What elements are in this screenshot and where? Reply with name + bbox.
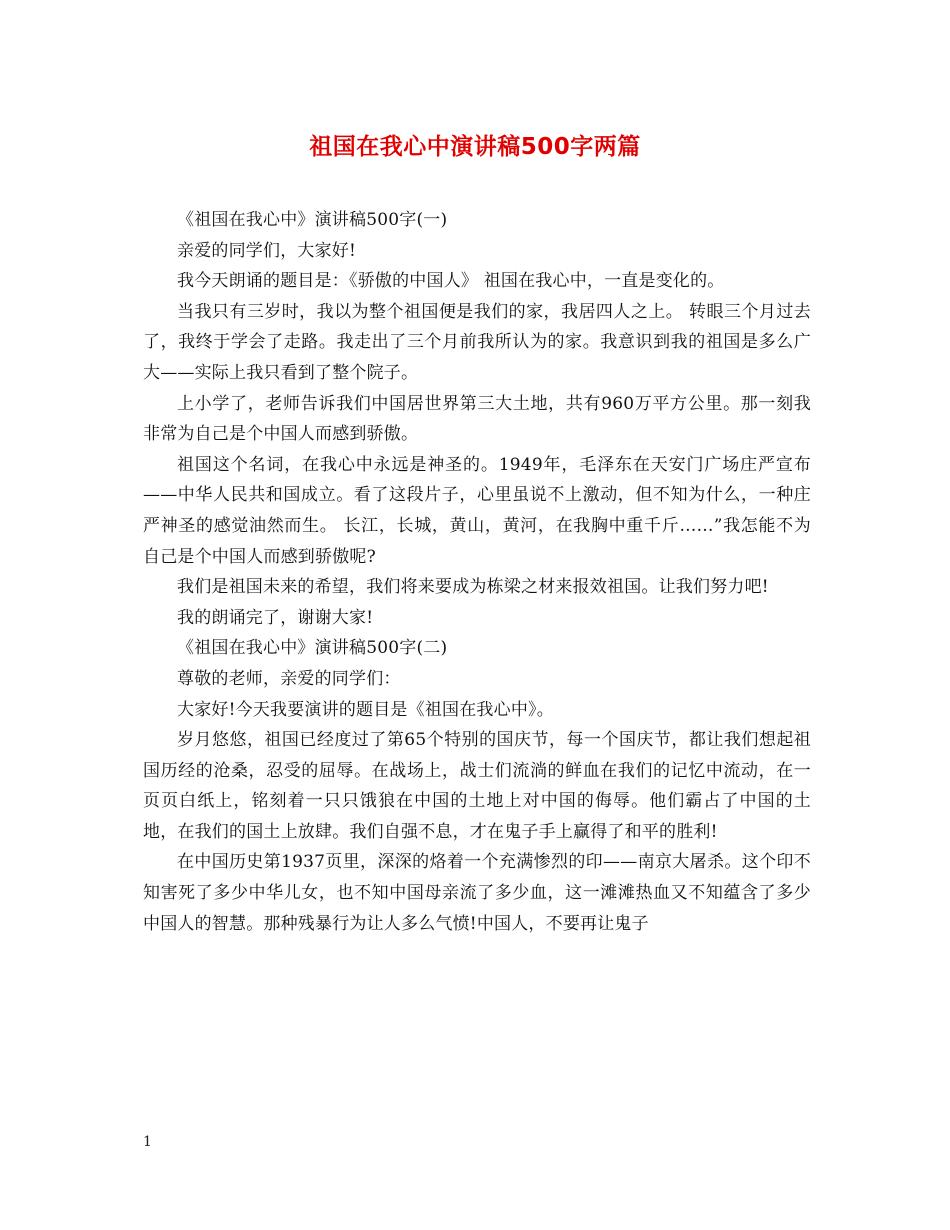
paragraph: 《祖国在我心中》演讲稿500字(二) [177,638,448,659]
document-body [143,205,811,939]
paragraph: 我的朗诵完了，谢谢大家! [177,607,374,628]
page-number: 1 [143,1134,152,1150]
paragraph: 岁月悠悠，祖国已经度过了第65个特别的国庆节，每一个国庆节，都让我们想起祖国历经的沧桑，忍受的屈辱。在战场上，战士们流淌的鲜血在我们的记忆中流动，在一页页白纸上，铭刻着一只只饿狼在中国的土地上对中国的侮辱。他们霸占了中国的土地，在我们的国土上放肆。我们自强不息，才在鬼子手上赢得了和平的胜利! [143,730,811,842]
paragraph: 上小学了，老师告诉我们中国居世界第三大土地，共有960万平方公里。那一刻我非常为自己是个中国人而感到骄傲。 [143,393,811,445]
paragraph: 我今天朗诵的题目是：《骄傲的中国人》 祖国在我心中，一直是变化的。 [177,271,725,292]
paragraph: 大家好!今天我要演讲的题目是《祖国在我心中》。 [177,699,554,720]
paragraph: 亲爱的同学们，大家好! [177,240,357,261]
paragraph: 《祖国在我心中》演讲稿500字(一) [177,210,448,230]
paragraph: 尊敬的老师，亲爱的同学们： [177,668,401,689]
paragraph: 祖国这个名词，在我心中永远是神圣的。1949年，毛泽东在天安门广场庄严宣布——中华人民共和国成立。看了这段片子，心里虽说不上激动，但不知为什么，一种庄严神圣的感觉油然而生。 长江，长城，黄山，黄河，在我胸中重千斤……”我怎能不为自己是个中国人而感到骄傲呢? [143,454,811,567]
document-title: 祖国在我心中演讲稿500字两篇 [309,134,641,160]
paragraph: 我们是祖国未来的希望，我们将来要成为栋梁之材来报效祖国。让我们努力吧! [177,577,769,598]
paragraph: 当我只有三岁时，我以为整个祖国便是我们的家，我居四人之上。 转眼三个月过去了，我终于学会了走路。我走出了三个月前我所认为的家。我意识到我的祖国是多么广大——实际上我只看到了整个院子。 [143,301,811,383]
paragraph: 在中国历史第1937页里，深深的烙着一个充满惨烈的印——南京大屠杀。这个印不知害死了多少中华儿女，也不知中国母亲流了多少血，这一滩滩热血又不知蕴含了多少中国人的智慧。那种残暴行为让人多么气愤!中国人，不要再让鬼子 [143,852,811,934]
